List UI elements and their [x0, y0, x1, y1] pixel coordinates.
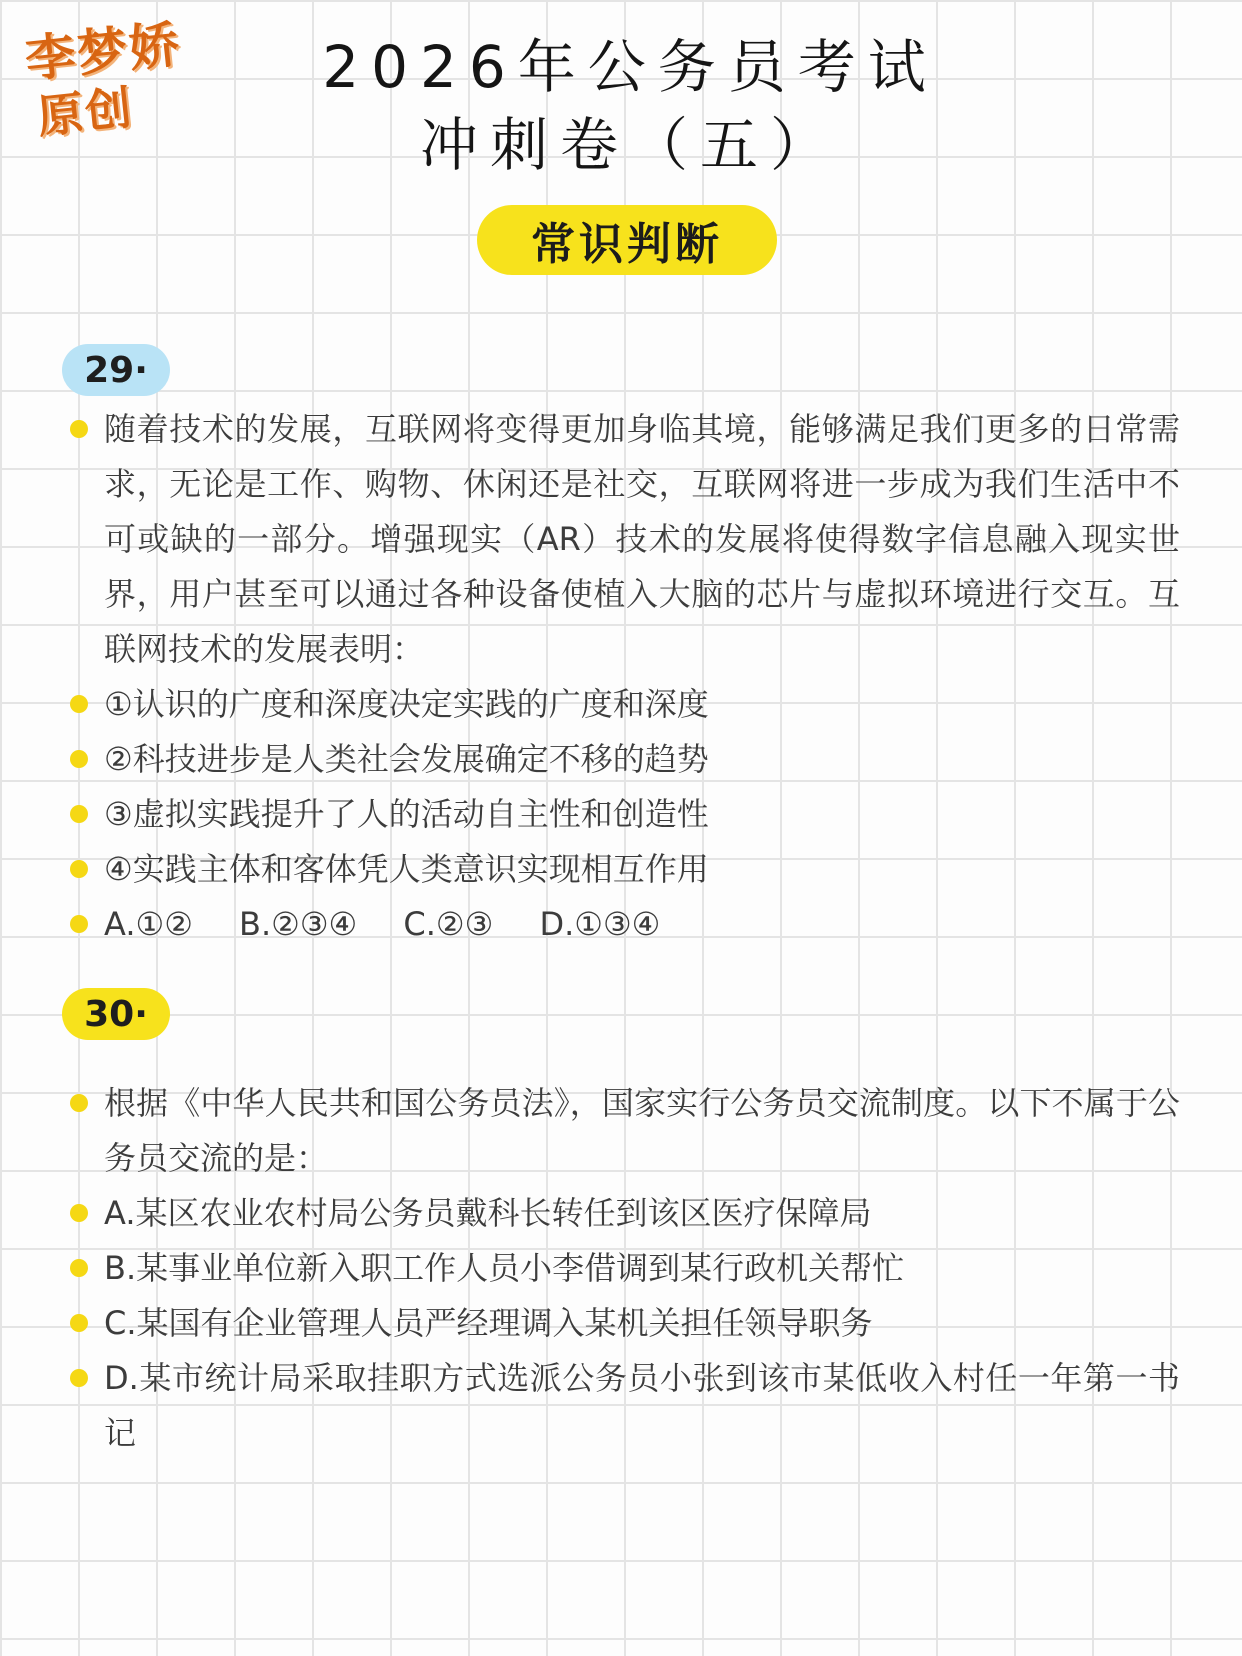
- section-badge: 常识判断: [477, 205, 777, 275]
- question-29-stem: 随着技术的发展，互联网将变得更加身临其境，能够满足我们更多的日常需求，无论是工作、购物、休闲还是社交，互联网将进一步成为我们生活中不可或缺的一部分。增强现实（AR）技术的发展将使得数字信息融入现实世界，用户甚至可以通过各种设备使植入大脑的芯片与虚拟环境进行交互。互联网技术的发展表明：: [70, 402, 1180, 677]
- statement-1: ①认识的广度和深度决定实践的广度和深度: [70, 677, 1180, 732]
- question-29: [70, 402, 1180, 952]
- question-30: [70, 1076, 1180, 1461]
- question-number-29: 29·: [62, 344, 170, 396]
- option-c: C.②③: [403, 905, 494, 943]
- statement-3: ③虚拟实践提升了人的活动自主性和创造性: [70, 787, 1180, 842]
- option-a: A.某区农业农村局公务员戴科长转任到该区医疗保障局: [70, 1186, 1180, 1241]
- page-title-line2: 冲刺卷（五）: [419, 111, 840, 179]
- stamp-line2: 原创: [34, 80, 136, 144]
- statement-2: ②科技进步是人类社会发展确定不移的趋势: [70, 732, 1180, 787]
- option-d: D.①③④: [539, 905, 661, 943]
- page-title-line1: 2026年公务员考试: [322, 33, 938, 101]
- statement-4: ④实践主体和客体凭人类意识实现相互作用: [70, 842, 1180, 897]
- option-b: B.②③④: [239, 905, 358, 943]
- option-a: A.①②: [104, 905, 193, 943]
- option-c: C.某国有企业管理人员严经理调入某机关担任领导职务: [70, 1296, 1180, 1351]
- option-d: D.某市统计局采取挂职方式选派公务员小张到该市某低收入村任一年第一书记: [70, 1351, 1180, 1461]
- question-number-30: 30·: [62, 988, 170, 1040]
- question-29-options: [70, 897, 1180, 952]
- question-30-stem: 根据《中华人民共和国公务员法》，国家实行公务员交流制度。以下不属于公务员交流的是：: [70, 1076, 1180, 1186]
- stamp-line1: 李梦娇: [22, 14, 184, 89]
- author-stamp: [22, 10, 223, 145]
- option-b: B.某事业单位新入职工作人员小李借调到某行政机关帮忙: [70, 1241, 1180, 1296]
